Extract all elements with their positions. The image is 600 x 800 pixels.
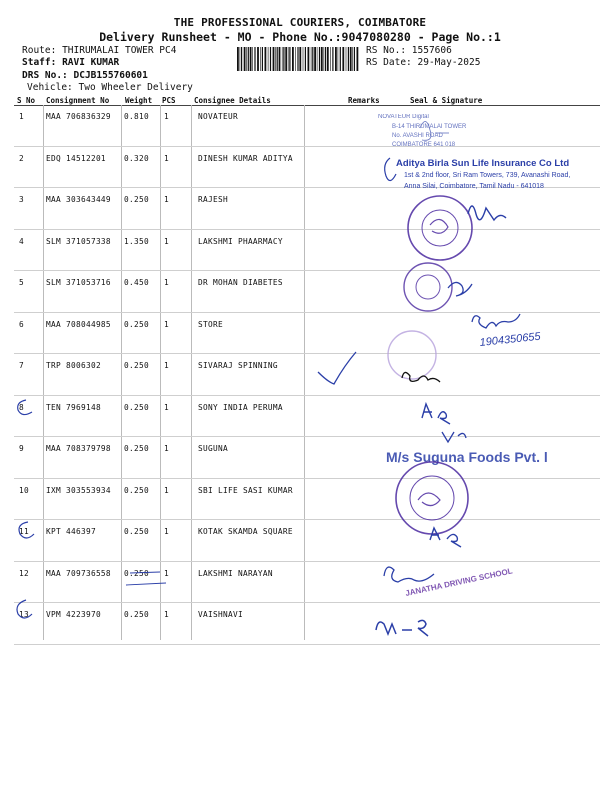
row-consignee: NOVATEUR [198, 112, 238, 121]
barcode-bar [314, 47, 316, 71]
barcode-bar [350, 47, 352, 71]
drs-line [22, 70, 148, 81]
stamp-novateur [378, 114, 467, 148]
row-consignee: SIVARAJ SPINNING [198, 361, 278, 370]
round-seal-4 [396, 462, 468, 534]
row-pcs: 1 [164, 195, 169, 204]
barcode-bar [335, 47, 337, 71]
row-weight: 0.250 [124, 361, 149, 370]
tick-mark-row7 [318, 352, 356, 384]
row-separator [14, 270, 600, 271]
row-weight: 0.250 [124, 195, 149, 204]
row-separator [14, 395, 600, 396]
barcode-bar [297, 47, 298, 71]
row-separator [14, 312, 600, 313]
vehicle-value: Two Wheeler Delivery [78, 82, 193, 93]
barcode-bar [279, 47, 281, 71]
row-consignee: RAJESH [198, 195, 228, 204]
row-sno: 12 [19, 568, 29, 578]
row-pcs: 1 [164, 527, 169, 536]
col-pcs: PCS [162, 96, 176, 105]
row-consignment-no: IXM 303553934 [46, 485, 111, 495]
rs-no-label: RS No.: [366, 45, 407, 56]
route-line [22, 45, 176, 56]
barcode [237, 47, 359, 71]
signature-row3 [468, 206, 506, 220]
barcode-bar [352, 47, 353, 71]
col-remarks: Remarks [348, 96, 380, 105]
row-consignment-no: KPT 446397 [46, 527, 96, 536]
row-pcs: 1 [164, 112, 169, 121]
row-consignee: STORE [198, 319, 223, 329]
row-separator [14, 353, 600, 354]
barcode-bar [275, 47, 276, 71]
row-separator [14, 187, 600, 188]
signature-row12 [384, 567, 434, 582]
col-weight: Weight [125, 96, 153, 105]
barcode-bar [246, 47, 247, 71]
staff-label: Staff: [22, 57, 57, 68]
svg-text:B-14 THIRUMALAI TOWER: B-14 THIRUMALAI TOWER [392, 124, 467, 130]
row-weight: 0.450 [124, 278, 149, 287]
janatha-stamp: JANATHA DRIVING SCHOOL [404, 566, 514, 598]
row-sno: 11 [19, 527, 29, 536]
signature-row9 [442, 432, 466, 442]
barcode-bar [299, 47, 301, 71]
row-separator [14, 644, 600, 645]
row-consignee: LAKSHMI PHAARMACY [198, 236, 283, 246]
signature-row6 [472, 314, 520, 328]
barcode-bar [305, 47, 306, 71]
svg-text:NOVATEUR Digital: NOVATEUR Digital [378, 114, 429, 120]
row-consignee: SUGUNA [198, 444, 228, 453]
row-sno: 7 [19, 361, 24, 370]
row-consignment-no: SLM 371053716 [46, 278, 111, 287]
row-pcs: 1 [164, 610, 169, 619]
signature-row8 [422, 404, 450, 424]
suguna-stamp: M/s Suguna Foods Pvt. l [386, 449, 548, 465]
barcode-bar [289, 47, 290, 71]
signature-row11 [430, 528, 461, 547]
barcode-bar [357, 47, 359, 71]
barcode-bar [342, 47, 344, 71]
row-weight: 0.250 [124, 402, 149, 412]
row-separator [14, 229, 600, 230]
staff-line [22, 57, 119, 68]
row-consignment-no: TEN 7969148 [46, 402, 101, 412]
aditya-stamp-name: Aditya Birla Sun Life Insurance Co Ltd [396, 158, 570, 169]
barcode-bar [308, 47, 310, 71]
rs-no-line [366, 45, 452, 56]
row-consignee: SONY INDIA PERUMA [198, 402, 283, 412]
row-consignment-no: EDQ 14512201 [46, 153, 106, 163]
barcode-bar [324, 47, 325, 71]
row-pcs: 1 [164, 319, 169, 329]
row-pcs: 1 [164, 485, 169, 495]
barcode-bar [270, 47, 271, 71]
barcode-bar [282, 47, 283, 71]
route-value: THIRUMALAI TOWER PC4 [62, 45, 177, 56]
row-sno: 1 [19, 112, 24, 121]
barcode-bar [254, 47, 255, 71]
row-weight: 0.250 [124, 444, 149, 453]
row-consignment-no: SLM 371057338 [46, 236, 111, 246]
barcode-bar [260, 47, 261, 71]
route-label: Route: [22, 45, 57, 56]
barcode-bar [311, 47, 312, 71]
barcode-bar [252, 47, 253, 71]
barcode-bar [321, 47, 323, 71]
barcode-bar [248, 47, 249, 71]
staff-value: RAVI KUMAR [62, 57, 120, 68]
row-consignment-no: MAA 708379798 [46, 444, 111, 453]
row-pcs: 1 [164, 236, 169, 246]
row-weight: 0.250 [124, 485, 149, 495]
barcode-bar [340, 47, 341, 71]
header-rule [14, 105, 600, 106]
barcode-bar [288, 47, 289, 71]
row-weight: 0.250 [124, 319, 149, 329]
row-weight: 0.250 [124, 527, 149, 536]
company-title: THE PROFESSIONAL COURIERS, COIMBATORE [173, 16, 427, 29]
row-weight: 0.810 [124, 112, 149, 121]
barcode-bar [262, 47, 263, 71]
row-sno: 5 [19, 278, 24, 287]
row-sno: 13 [19, 610, 29, 619]
signature-row5 [448, 282, 472, 296]
row-separator [14, 519, 600, 520]
row-consignment-no: VPM 4223970 [46, 610, 101, 619]
barcode-bar [332, 47, 333, 71]
barcode-bar [268, 47, 269, 71]
row-consignment-no: TRP 8006302 [46, 361, 101, 370]
aditya-stamp-addr1: 1st & 2nd floor, Sri Ram Towers, 739, Avanashi Road, [404, 172, 571, 179]
row-pcs: 1 [164, 568, 169, 578]
row-pcs: 1 [164, 402, 169, 412]
row-consignee: KOTAK SKAMDA SQUARE [198, 527, 293, 536]
vehicle-line [27, 82, 193, 93]
aditya-stamp-addr2: Anna Silai, Coimbatore, Tamil Nadu - 641018 [404, 183, 544, 190]
row-pcs: 1 [164, 444, 169, 453]
row-sno: 4 [19, 236, 24, 246]
runsheet-title: Delivery Runsheet - MO - Phone No.:9047080280 - Page No.:1 [99, 30, 501, 44]
barcode-bar [292, 47, 294, 71]
row-consignment-no: MAA 706836329 [46, 112, 111, 121]
row-separator [14, 146, 600, 147]
row-consignee: LAKSHMI NARAYAN [198, 568, 273, 578]
barcode-bar [330, 47, 331, 71]
row-pcs: 1 [164, 361, 169, 370]
barcode-bar [312, 47, 313, 71]
rs-no-value: 1557606 [411, 45, 452, 56]
barcode-bar [285, 47, 287, 71]
col-seal-signature: Seal & Signature [410, 96, 483, 105]
barcode-bar [240, 47, 241, 71]
signature-row7 [402, 372, 440, 382]
row-sno: 6 [19, 319, 24, 329]
row-separator [14, 436, 600, 437]
col-consignment: Consignment No [46, 96, 110, 105]
row-consignee: SBI LIFE SASI KUMAR [198, 485, 293, 495]
stamp-aditya-birla [385, 158, 571, 190]
barcode-bar [317, 47, 318, 71]
barcode-bar [303, 47, 304, 71]
barcode-bar [237, 47, 239, 71]
row-consignee: VAISHNAVI [198, 610, 243, 619]
drs-label: DRS No.: [22, 70, 68, 81]
handwritten-phone: 1904350655 [479, 330, 542, 349]
barcode-bar [283, 47, 284, 71]
row-sno: 8 [19, 402, 24, 412]
barcode-bar [348, 47, 349, 71]
barcode-bar [241, 47, 242, 71]
barcode-bar [244, 47, 246, 71]
barcode-bar [319, 47, 320, 71]
row-sno: 2 [19, 153, 24, 163]
barcode-bar [346, 47, 347, 71]
barcode-bar [250, 47, 252, 71]
row-separator [14, 602, 600, 603]
row-separator [14, 478, 600, 479]
row-consignment-no: MAA 709736558 [46, 568, 111, 578]
col-sno: S No [17, 96, 36, 105]
barcode-bar [338, 47, 339, 71]
row-pcs: 1 [164, 278, 169, 287]
barcode-bar [325, 47, 326, 71]
barcode-bar [277, 47, 278, 71]
barcode-bar [295, 47, 296, 71]
drs-value: DCJB155760601 [73, 70, 148, 81]
row-consignment-no: MAA 708044985 [46, 319, 111, 329]
row-pcs: 1 [164, 153, 169, 163]
row-sno: 9 [19, 444, 24, 453]
row-weight: 0.250 [124, 568, 149, 578]
row-separator [14, 561, 600, 562]
row-weight: 1.350 [124, 236, 149, 246]
row-consignee: DR MOHAN DIABETES [198, 278, 283, 287]
row-weight: 0.320 [124, 153, 149, 163]
round-seal-3 [388, 331, 436, 379]
barcode-bar [265, 47, 267, 71]
col-consignee: Consignee Details [194, 96, 271, 105]
barcode-bar [327, 47, 329, 71]
barcode-bar [257, 47, 259, 71]
rs-date-value: 29-May-2025 [417, 57, 481, 68]
vehicle-label: Vehicle: [27, 82, 73, 93]
row-consignee: DINESH KUMAR ADITYA [198, 153, 293, 163]
barcode-bar [273, 47, 275, 71]
rs-date-line [366, 57, 480, 68]
rs-date-label: RS Date: [366, 57, 412, 68]
row-weight: 0.250 [124, 610, 149, 619]
row-consignment-no: MAA 303643449 [46, 195, 111, 204]
barcode-bar [354, 47, 355, 71]
signature-row13 [376, 620, 428, 636]
svg-text:No. AVASHI ROAD: No. AVASHI ROAD [392, 133, 443, 139]
row-sno: 10 [19, 485, 29, 495]
row-sno: 3 [19, 195, 24, 204]
svg-text:COIMBATORE 641 018: COIMBATORE 641 018 [392, 142, 456, 148]
